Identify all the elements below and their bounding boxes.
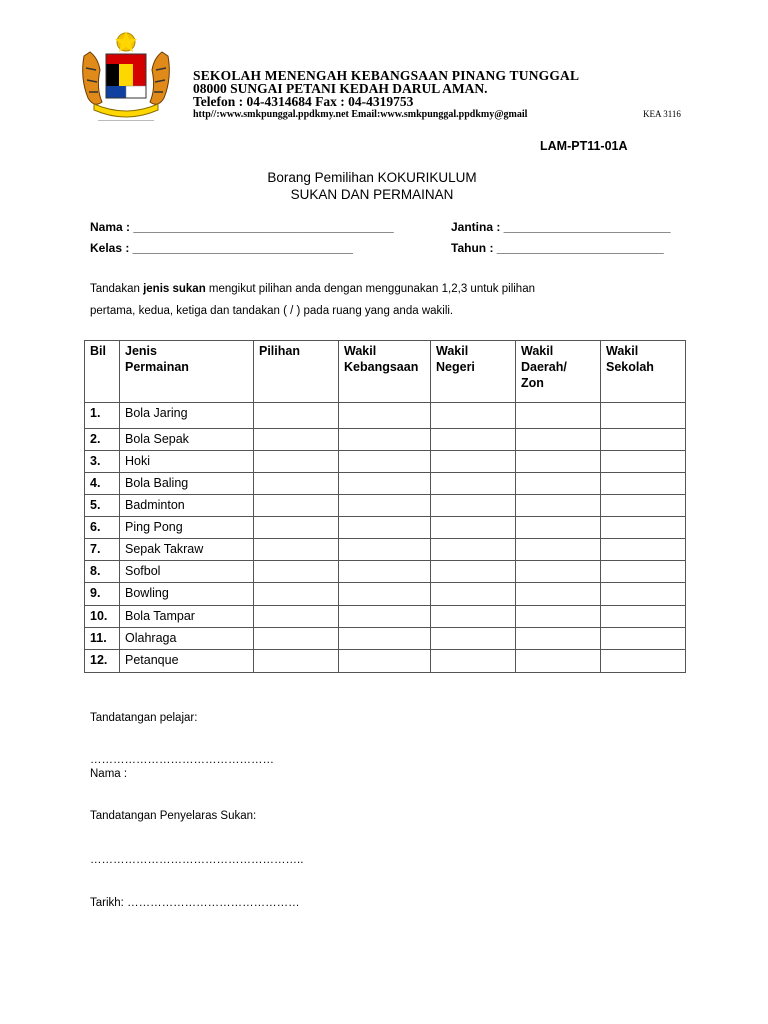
wakil-negeri-cell[interactable] [431, 583, 516, 606]
wakil-negeri-cell[interactable] [431, 473, 516, 495]
row-number: 7. [85, 539, 120, 561]
pilihan-cell[interactable] [254, 606, 339, 628]
form-subtitle: SUKAN DAN PERMAINAN [290, 187, 454, 202]
wakil-kebangsaan-cell[interactable] [339, 429, 431, 451]
wakil-sekolah-cell[interactable] [601, 517, 686, 539]
row-number: 6. [85, 517, 120, 539]
coordinator-signature-label: Tandatangan Penyelaras Sukan: [90, 810, 257, 822]
pilihan-cell[interactable] [254, 451, 339, 473]
wakil-kebangsaan-cell[interactable] [339, 517, 431, 539]
school-code: KEA 3116 [643, 109, 681, 119]
sports-selection-table [84, 340, 686, 673]
pilihan-cell[interactable] [254, 628, 339, 650]
row-number: 4. [85, 473, 120, 495]
sport-name: Badminton [120, 495, 254, 517]
wakil-negeri-cell[interactable] [431, 429, 516, 451]
sport-name: Bola Tampar [120, 606, 254, 628]
form-reference-code: LAM-PT11-01A [540, 139, 628, 153]
form-title: Borang Pemilihan KOKURIKULUM [267, 170, 477, 185]
wakil-negeri-cell[interactable] [431, 403, 516, 429]
wakil-daerah-zon-cell[interactable] [516, 561, 601, 583]
wakil-kebangsaan-cell[interactable] [339, 403, 431, 429]
instruction-line-2: pertama, kedua, ketiga dan tandakan ( / ) pada ruang yang anda wakili. [90, 305, 454, 317]
wakil-negeri-cell[interactable] [431, 517, 516, 539]
instruction-line-1 [90, 283, 535, 295]
wakil-sekolah-cell[interactable] [601, 451, 686, 473]
row-number: 11. [85, 628, 120, 650]
sport-name: Bowling [120, 583, 254, 606]
wakil-negeri-cell[interactable] [431, 628, 516, 650]
pilihan-cell[interactable] [254, 517, 339, 539]
col-header-wakil-sekolah: Wakil Sekolah [601, 341, 686, 403]
tahun-field[interactable]: Tahun : _________________________ [451, 241, 664, 255]
wakil-negeri-cell[interactable] [431, 606, 516, 628]
pilihan-cell[interactable] [254, 539, 339, 561]
school-web-email: http//:www.smkpunggal.ppdkmy.net Email:www.smkpunggal.ppdkmy@gmail [193, 109, 528, 120]
col-header-wakil-daerah-zon: Wakil Daerah/ Zon [516, 341, 601, 403]
sport-name: Bola Jaring [120, 403, 254, 429]
sport-name: Petanque [120, 650, 254, 673]
wakil-daerah-zon-cell[interactable] [516, 606, 601, 628]
wakil-kebangsaan-cell[interactable] [339, 473, 431, 495]
wakil-daerah-zon-cell[interactable] [516, 650, 601, 673]
instruction-suffix: mengikut pilihan anda dengan menggunakan 1,2,3 untuk pilihan [205, 283, 535, 295]
sport-name: Bola Baling [120, 473, 254, 495]
table-row [85, 429, 686, 451]
wakil-daerah-zon-cell[interactable] [516, 628, 601, 650]
row-number: 2. [85, 429, 120, 451]
wakil-sekolah-cell[interactable] [601, 539, 686, 561]
sport-name: Sepak Takraw [120, 539, 254, 561]
row-number: 12. [85, 650, 120, 673]
table-header-row [85, 341, 686, 403]
nama-field[interactable]: Nama : _______________________________________ [90, 220, 394, 234]
wakil-negeri-cell[interactable] [431, 451, 516, 473]
wakil-daerah-zon-cell[interactable] [516, 517, 601, 539]
wakil-kebangsaan-cell[interactable] [339, 628, 431, 650]
pilihan-cell[interactable] [254, 403, 339, 429]
sport-name: Olahraga [120, 628, 254, 650]
table-row [85, 517, 686, 539]
pilihan-cell[interactable] [254, 561, 339, 583]
wakil-sekolah-cell[interactable] [601, 583, 686, 606]
table-row [85, 403, 686, 429]
row-number: 5. [85, 495, 120, 517]
pilihan-cell[interactable] [254, 495, 339, 517]
school-name: SEKOLAH MENENGAH KEBANGSAAN PINANG TUNGGAL [193, 68, 580, 83]
wakil-daerah-zon-cell[interactable] [516, 451, 601, 473]
pilihan-cell[interactable] [254, 583, 339, 606]
coordinator-signature-line[interactable]: ……………………………………………….. [90, 854, 304, 866]
wakil-kebangsaan-cell[interactable] [339, 606, 431, 628]
student-signature-line[interactable]: ………………………………………… [90, 754, 274, 766]
col-header-wakil-kebangsaan: Wakil Kebangsaan [339, 341, 431, 403]
pilihan-cell[interactable] [254, 473, 339, 495]
school-address: 08000 SUNGAI PETANI KEDAH DARUL AMAN. [193, 81, 488, 96]
table-row [85, 451, 686, 473]
table-row [85, 650, 686, 673]
row-number: 8. [85, 561, 120, 583]
wakil-kebangsaan-cell[interactable] [339, 495, 431, 517]
instruction-bold: jenis sukan [143, 283, 206, 295]
pilihan-cell[interactable] [254, 429, 339, 451]
date-field[interactable]: Tarikh: ……………………………………… [90, 897, 300, 909]
wakil-kebangsaan-cell[interactable] [339, 539, 431, 561]
wakil-kebangsaan-cell[interactable] [339, 583, 431, 606]
student-name-label: Nama : [90, 768, 128, 780]
row-number: 3. [85, 451, 120, 473]
table-row [85, 539, 686, 561]
row-number: 10. [85, 606, 120, 628]
table-row [85, 583, 686, 606]
wakil-sekolah-cell[interactable] [601, 495, 686, 517]
wakil-negeri-cell[interactable] [431, 561, 516, 583]
row-number: 9. [85, 583, 120, 606]
sport-name: Sofbol [120, 561, 254, 583]
table-row [85, 561, 686, 583]
school-crest-logo [76, 28, 176, 128]
wakil-kebangsaan-cell[interactable] [339, 451, 431, 473]
school-phone-fax: Telefon : 04-4314684 Fax : 04-4319753 [193, 94, 414, 109]
wakil-daerah-zon-cell[interactable] [516, 429, 601, 451]
pilihan-cell[interactable] [254, 650, 339, 673]
wakil-sekolah-cell[interactable] [601, 650, 686, 673]
wakil-sekolah-cell[interactable] [601, 473, 686, 495]
wakil-negeri-cell[interactable] [431, 650, 516, 673]
wakil-sekolah-cell[interactable] [601, 561, 686, 583]
wakil-sekolah-cell[interactable] [601, 429, 686, 451]
wakil-daerah-zon-cell[interactable] [516, 473, 601, 495]
wakil-daerah-zon-cell[interactable] [516, 403, 601, 429]
wakil-kebangsaan-cell[interactable] [339, 561, 431, 583]
instruction-prefix: Tandakan [90, 283, 144, 295]
sport-name: Hoki [120, 451, 254, 473]
table-row [85, 495, 686, 517]
table-row [85, 606, 686, 628]
kelas-field[interactable]: Kelas : _________________________________ [90, 241, 353, 255]
wakil-daerah-zon-cell[interactable] [516, 539, 601, 561]
wakil-negeri-cell[interactable] [431, 495, 516, 517]
row-number: 1. [85, 403, 120, 429]
wakil-sekolah-cell[interactable] [601, 628, 686, 650]
student-signature-label: Tandatangan pelajar: [90, 712, 198, 724]
col-header-bil: Bil [85, 341, 120, 403]
wakil-daerah-zon-cell[interactable] [516, 583, 601, 606]
col-header-pilihan: Pilihan [254, 341, 339, 403]
table-row [85, 628, 686, 650]
table-row [85, 473, 686, 495]
col-header-wakil-negeri: Wakil Negeri [431, 341, 516, 403]
sport-name: Ping Pong [120, 517, 254, 539]
jantina-field[interactable]: Jantina : _________________________ [451, 220, 671, 234]
wakil-negeri-cell[interactable] [431, 539, 516, 561]
wakil-sekolah-cell[interactable] [601, 606, 686, 628]
col-header-jenis-permainan: Jenis Permainan [120, 341, 254, 403]
wakil-kebangsaan-cell[interactable] [339, 650, 431, 673]
wakil-sekolah-cell[interactable] [601, 403, 686, 429]
wakil-daerah-zon-cell[interactable] [516, 495, 601, 517]
sport-name: Bola Sepak [120, 429, 254, 451]
